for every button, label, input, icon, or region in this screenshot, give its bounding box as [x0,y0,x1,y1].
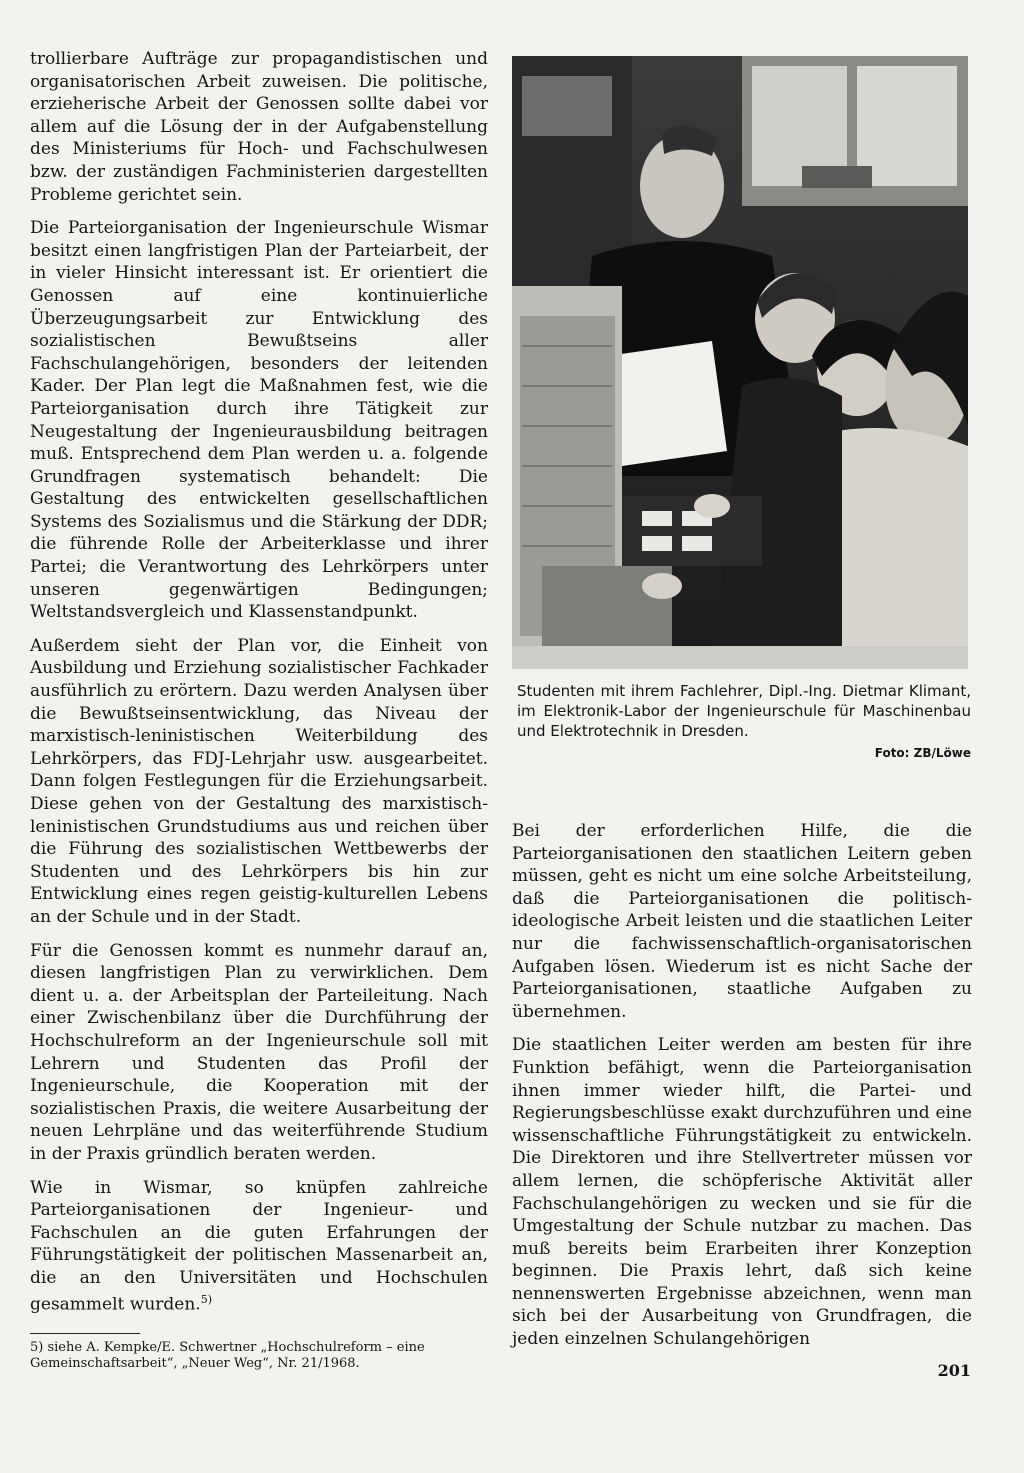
page-number: 201 [937,1361,971,1380]
paragraph: Für die Genossen kommt es nunmehr darauf an, diesen langfristigen Plan zu verwirklichen. Dem dient u. a. der Arbeitsplan der Parteileitung. Nach einer Zwischenbilanz über die Durchführung der Hochschulreform an der Ingenieurschule soll mit Lehrern und Studenten das Profil der Ingenieurschule, die Kooperation mit der sozialistischen Praxis, die weitere Ausarbeitung der neuen Lehrpläne und das weiterführende Studium in der Praxis gründlich beraten werden. [30,940,488,1164]
footnote-ref: 5) [200,1293,212,1307]
paragraph: Bei der erforderlichen Hilfe, die die Parteiorganisationen den staatlichen Leitern geben müssen, geht es nicht um eine solche Arbeitsteilung, daß die Parteiorganisationen die politisch-ideologische Arbeit leisten und die staatlichen Leiter nur die fachwissenschaftlich-organisatorischen Aufgaben lösen. Wiederum ist es nicht Sache der Parteiorganisationen, staatliche Aufgaben zu übernehmen. [512,821,972,1022]
right-column [512,820,972,1362]
paragraph: Die Parteiorganisation der Ingenieurschule Wismar besitzt einen langfristigen Plan der Parteiarbeit, der in vieler Hinsicht interessant ist. Er orientiert die Genossen auf eine kontinuierliche Überzeugungsarbeit zur Entwicklung des sozialistischen Bewußtseins aller Fachschulangehörigen, besonders der leitenden Kader. Der Plan legt die Maßnahmen fest, wie die Parteiorganisation durch ihre Tätigkeit zur Neugestaltung der Ingenieurausbildung beitragen muß. Entsprechend dem Plan werden u. a. folgende Grundfragen systematisch behandelt: Die Gestaltung des entwickelten gesellschaftlichen Systems des Sozialismus und die Stärkung der DDR; die führende Rolle der Arbeiterklasse und ihrer Partei; die Verantwortung des Lehrkörpers unter unseren gegenwärtigen Bedingungen; Weltstandsvergleich und Klassenstandpunkt. [30,218,488,623]
footnote-divider [30,1333,140,1334]
footnote: 5) siehe A. Kempke/E. Schwertner „Hochschulreform – eine Gemeinschaftsarbeit“, „Neuer Weg“, Nr. 21/1968. [30,1339,425,1371]
paragraph: Außerdem sieht der Plan vor, die Einheit von Ausbildung und Erziehung sozialistischer Fachkader ausführlich zu erörtern. Dazu werden Analysen über die Bewußtseinsentwicklung, das Niveau der marxistisch-leninistischen Weiterbildung des Lehrkörpers, das FDJ-Lehrjahr usw. ausgearbeitet. Dann folgen Festlegungen für die Erziehungsarbeit. Diese gehen von der Gestaltung des marxistisch-leninistischen Grundstudiums aus und reichen über die Führung des sozialistischen Wettbewerbs der Studenten und des Lehrkörpers bis hin zur Entwicklung eines regen geistig-kulturellen Lebens an der Schule und in der Stadt. [30,635,488,927]
lab-photo-image [512,56,968,669]
left-column [30,48,488,1372]
paragraph: Die staatlichen Leiter werden am besten für ihre Funktion befähigt, wenn die Parteiorganisation ihnen immer wieder hilft, die Partei- und Regierungsbeschlüsse exakt durchzuführen und eine wissenschaftliche Führungstätigkeit zu entwickeln. Die Direktoren und ihre Stellvertreter müssen vor allem lernen, die schöpferische Aktivität aller Fachschulangehörigen zu wecken und sie für die Umgestaltung der Schule nutzbar zu machen. Das muß bereits beim Erarbeiten ihrer Konzeption beginnen. Die Praxis lehrt, daß sich keine nennenswerten Ergebnisse abzeichnen, wenn man sich bei der Ausarbeitung von Grundfragen, die jeden einzelnen Schulangehörigen [512,1035,972,1350]
paragraph-with-footnote-ref [30,1177,488,1317]
paragraph: trollierbare Aufträge zur propagandistischen und organisatorischen Arbeit zuweisen. Die politische, erzieherische Arbeit der Genossen sollte dabei vor allem auf die Lösung der in der Aufgabenstellung des Ministeriums für Hoch- und Fachschulwesen bzw. der zuständigen Fachministerien dargestellten Probleme gerichtet sein. [30,49,488,205]
photo-caption: Studenten mit ihrem Fachlehrer, Dipl.-Ing. Dietmar Klimant, im Elektronik-Labor der Ingenieurschule für Maschinenbau und Elektrotechnik in Dresden. [517,682,971,740]
lab-photo [512,56,968,669]
paragraph: Wie in Wismar, so knüpfen zahlreiche Parteiorganisationen der Ingenieur- und Fachschulen an die guten Erfahrungen der Führungstätigkeit der politischen Massenarbeit an, die an den Universitäten und Hochschulen gesammelt wurden. [30,1177,488,1316]
photo-credit: Foto: ZB/Löwe [874,746,971,760]
